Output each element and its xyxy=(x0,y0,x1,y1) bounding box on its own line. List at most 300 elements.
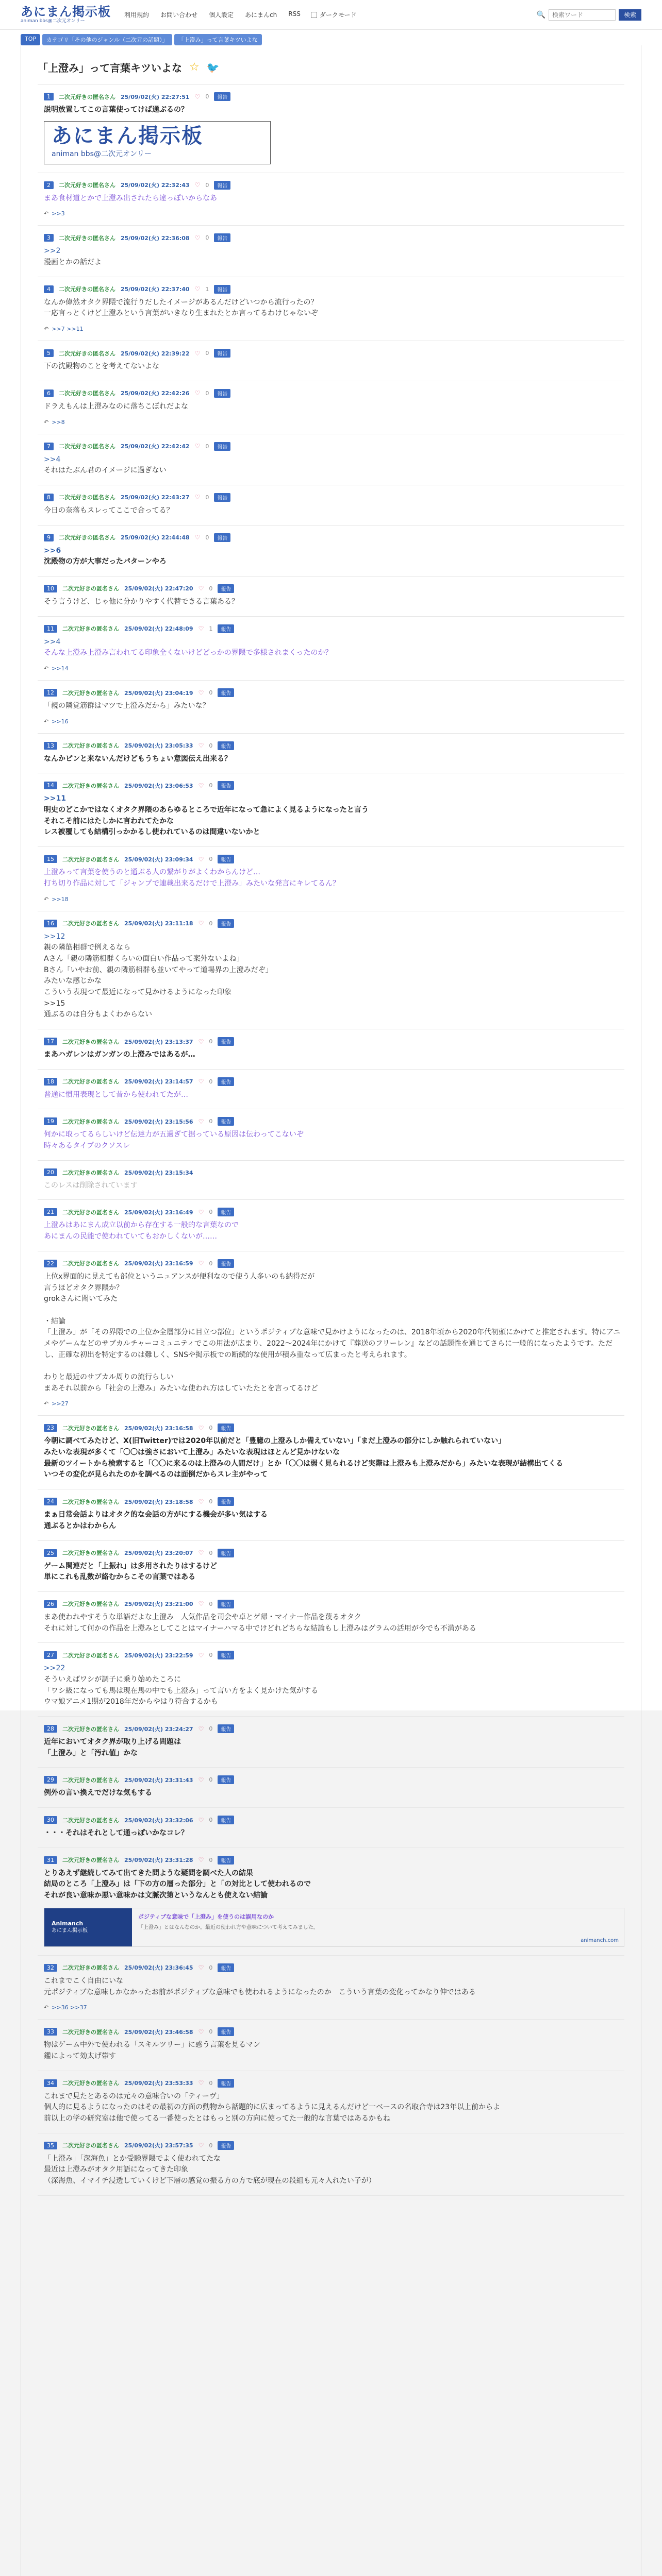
heart-icon[interactable]: ♡ xyxy=(198,585,204,592)
heart-icon[interactable]: ♡ xyxy=(198,1498,204,1505)
heart-icon[interactable]: ♡ xyxy=(198,2079,204,2087)
post-number[interactable]: 11 xyxy=(44,625,57,633)
post-body xyxy=(44,1272,624,1395)
report-button[interactable]: 報告 xyxy=(218,1724,234,1733)
reply-links[interactable] xyxy=(44,2004,624,2011)
twitter-share-icon[interactable]: 🐦 xyxy=(206,61,220,74)
post-header xyxy=(44,1259,624,1268)
post-text: 明史のどこかではなくオタク界隈のあらゆるところで近年になって急によく見るようになったと言う それこそ前にはたしかに言われてたかな レス被覆しても結構引っかかるし使われているのは間違いないかと xyxy=(44,806,369,837)
heart-icon[interactable]: ♡ xyxy=(198,1117,204,1125)
post-date: 25/09/02(火) 22:42:26 xyxy=(121,390,190,397)
report-button[interactable]: 報告 xyxy=(214,533,230,542)
post-date: 25/09/02(火) 23:21:00 xyxy=(124,1601,193,1608)
poster-name: 二次元好きの匿名さん xyxy=(59,390,115,397)
poster-name: 二次元好きの匿名さん xyxy=(62,1260,119,1267)
reply-anchor-link[interactable]: >>12 xyxy=(44,932,65,941)
banner-subtitle: animan bbs@二次元オンリー xyxy=(52,149,152,158)
heart-icon[interactable]: ♡ xyxy=(198,2028,204,2036)
post-header xyxy=(44,2027,624,2036)
favorite-star-icon[interactable]: ☆ xyxy=(189,61,200,74)
report-button[interactable]: 報告 xyxy=(214,493,230,502)
poster-name: 二次元好きの匿名さん xyxy=(62,585,119,592)
post-body xyxy=(44,454,624,477)
post-number[interactable]: 10 xyxy=(44,585,57,592)
report-button[interactable]: 報告 xyxy=(218,1077,234,1086)
report-button[interactable]: 報告 xyxy=(218,2027,234,2036)
report-button[interactable]: 報告 xyxy=(218,1963,234,1972)
breadcrumb-top[interactable]: TOP xyxy=(21,34,40,45)
like-count: 0 xyxy=(209,1964,213,1971)
banner-title: あにまん掲示板 xyxy=(52,124,203,148)
like-count: 0 xyxy=(209,1817,213,1824)
post-text: まあハガレンはガンガンの上澄みではあるが… xyxy=(44,1050,195,1059)
search-input[interactable] xyxy=(549,9,616,21)
thumbnail-brand: Animanch xyxy=(52,1920,84,1927)
post-body xyxy=(44,2154,624,2187)
report-button[interactable]: 報告 xyxy=(218,1549,234,1557)
post-date: 25/09/02(火) 23:06:53 xyxy=(124,782,193,789)
reply-links[interactable] xyxy=(44,1400,624,1407)
post-body xyxy=(44,105,624,116)
heart-icon[interactable]: ♡ xyxy=(198,1260,204,1267)
report-button[interactable]: 報告 xyxy=(218,1856,234,1865)
poster-name: 二次元好きの匿名さん xyxy=(62,1209,119,1216)
post-header xyxy=(44,1963,624,1972)
reply-links[interactable] xyxy=(44,210,624,217)
header-nav xyxy=(124,10,301,19)
like-count: 0 xyxy=(205,534,209,541)
report-button[interactable]: 報告 xyxy=(218,1117,234,1126)
heart-icon[interactable]: ♡ xyxy=(198,1725,204,1733)
post-date: 25/09/02(火) 23:57:35 xyxy=(124,2142,193,2149)
heart-icon[interactable]: ♡ xyxy=(194,285,201,293)
like-count: 0 xyxy=(209,1549,213,1556)
poster-name: 二次元好きの匿名さん xyxy=(62,742,119,750)
post-body xyxy=(44,1090,624,1101)
report-button[interactable]: 報告 xyxy=(218,1037,234,1046)
nav-terms[interactable]: 利用規約 xyxy=(124,11,150,19)
report-button[interactable]: 報告 xyxy=(218,1600,234,1608)
like-count: 0 xyxy=(209,1118,213,1125)
site-banner-image xyxy=(44,121,271,164)
post-header xyxy=(44,1651,624,1659)
like-count: 0 xyxy=(209,2079,213,2087)
post-text: それはたぶん君のイメージに過ぎない xyxy=(44,466,167,475)
reply-anchor-link[interactable]: >>22 xyxy=(44,1664,65,1673)
post-number[interactable]: 29 xyxy=(44,1776,57,1784)
post xyxy=(38,1109,624,1160)
post-number[interactable]: 30 xyxy=(44,1816,57,1824)
post-text: 上位x界面的に見えても部位というニュアンスが便利なので使う人多いのも納得だが 言うほどオタク界隈か？ grokさんに聞いてみた ・結論 「上澄み」が「その界隈での上位か全層部分に目立つ部位」というポジティブな意味で見かけようになったのは、2018年頃から2020年代初頭にかけてと推定されます。特にアニメやゲームなどのサブカルチャーコミュニティでこの用法が広まり、2022〜2024年にかけて『葬送のフリーレン』などの話題性を通じてさらに一般的になったようです。ただし、正確な初出を特定するのは難しく、SNSや掲示板での断続的な使用が積み重なって広まったと考えられます。 わりと最近のサブカル周りの流行らしい まあそれ以前から「社会の上澄み」みたいな使われ方はしていたたとを言ってるけど xyxy=(44,1272,621,1393)
report-button[interactable]: 報告 xyxy=(218,2141,234,2150)
breadcrumb-thread[interactable]: 「上澄み」って言葉キツいよな xyxy=(174,34,262,45)
heart-icon[interactable]: ♡ xyxy=(198,1549,204,1556)
post-date: 25/09/02(火) 23:32:06 xyxy=(124,1817,193,1824)
post-body xyxy=(44,597,624,608)
post-header xyxy=(44,285,624,294)
heart-icon[interactable]: ♡ xyxy=(198,1208,204,1216)
post-number[interactable]: 17 xyxy=(44,1038,57,1045)
report-button[interactable]: 報告 xyxy=(218,919,234,928)
post-number[interactable]: 25 xyxy=(44,1549,57,1557)
poster-name: 二次元好きの匿名さん xyxy=(62,1078,119,1086)
post-header xyxy=(44,688,624,697)
report-button[interactable]: 報告 xyxy=(218,624,234,633)
post-body xyxy=(44,2040,624,2062)
heart-icon[interactable]: ♡ xyxy=(198,1600,204,1608)
post-number[interactable]: 2 xyxy=(44,181,54,189)
post-body xyxy=(44,1180,624,1192)
post-number[interactable]: 26 xyxy=(44,1600,57,1608)
post-header xyxy=(44,2079,624,2088)
heart-icon[interactable]: ♡ xyxy=(198,1816,204,1824)
heart-icon[interactable]: ♡ xyxy=(198,1856,204,1864)
reply-arrow-icon: ↶ xyxy=(44,326,49,333)
post-number[interactable]: 18 xyxy=(44,1078,57,1086)
reply-link-text[interactable]: >>7 >>11 xyxy=(52,326,84,333)
post-date: 25/09/02(火) 23:31:43 xyxy=(124,1776,193,1784)
report-button[interactable]: 報告 xyxy=(218,1423,234,1432)
post-text: 普通に慣用表現として昔から使われてたが… xyxy=(44,1090,188,1099)
post xyxy=(38,381,624,434)
post xyxy=(38,84,624,173)
post xyxy=(38,2071,624,2133)
poster-name: 二次元好きの匿名さん xyxy=(59,234,115,242)
post-number[interactable]: 33 xyxy=(44,2028,57,2036)
post xyxy=(38,1416,624,1489)
reply-link-text[interactable]: >>8 xyxy=(52,418,65,426)
reply-link-text[interactable]: >>3 xyxy=(52,210,65,217)
poster-name: 二次元好きの匿名さん xyxy=(62,920,119,927)
post-header xyxy=(44,233,624,242)
report-button[interactable]: 報告 xyxy=(218,1259,234,1268)
like-count: 0 xyxy=(209,2028,213,2036)
post-number[interactable]: 28 xyxy=(44,1725,57,1733)
poster-name: 二次元好きの匿名さん xyxy=(62,1038,119,1045)
dark-mode-checkbox[interactable] xyxy=(311,12,317,18)
link-preview-title[interactable]: ポジティブな意味で「上澄み」を使うのは誤用なのか xyxy=(138,1913,274,1920)
post-header xyxy=(44,1549,624,1557)
post-text: 「親の隣覚筋群はマツで上澄みだから」みたいな？ xyxy=(44,702,210,710)
like-count: 0 xyxy=(205,234,209,242)
post-date: 25/09/02(火) 22:44:48 xyxy=(121,534,190,541)
heart-icon[interactable]: ♡ xyxy=(198,782,204,789)
post-number[interactable]: 4 xyxy=(44,285,54,293)
post-number[interactable]: 16 xyxy=(44,920,57,927)
poster-name: 二次元好きの匿名さん xyxy=(62,2142,119,2149)
post-body xyxy=(44,1612,624,1634)
post-body xyxy=(44,1976,624,1998)
report-button[interactable]: 報告 xyxy=(218,781,234,790)
heart-icon[interactable]: ♡ xyxy=(194,181,201,189)
breadcrumb xyxy=(21,34,641,45)
heart-icon[interactable]: ♡ xyxy=(198,1424,204,1432)
report-button[interactable]: 報告 xyxy=(218,1497,234,1506)
post-header xyxy=(44,349,624,358)
nav-animanch[interactable]: あにまんch xyxy=(245,11,277,19)
post-number[interactable]: 15 xyxy=(44,855,57,863)
page-wrapper xyxy=(21,45,641,2576)
report-button[interactable]: 報告 xyxy=(214,181,230,190)
reply-arrow-icon: ↶ xyxy=(44,665,49,672)
post xyxy=(38,1541,624,1592)
post-number[interactable]: 20 xyxy=(44,1168,57,1176)
site-logo[interactable] xyxy=(21,6,111,24)
post-body xyxy=(44,1436,624,1481)
heart-icon[interactable]: ♡ xyxy=(198,1078,204,1086)
post-text: まあ食材道とかで上澄み出されたら違っぽいからなあ xyxy=(44,194,217,202)
reply-link-text[interactable]: >>14 xyxy=(52,665,69,672)
post-text: このレスは削除されています xyxy=(44,1181,138,1190)
post-body xyxy=(44,401,624,413)
post-header xyxy=(44,533,624,542)
post-body xyxy=(44,637,624,659)
post xyxy=(38,1768,624,1808)
post-number[interactable]: 21 xyxy=(44,1208,57,1216)
post-number[interactable]: 9 xyxy=(44,534,54,541)
post-number[interactable]: 19 xyxy=(44,1117,57,1125)
report-button[interactable]: 報告 xyxy=(214,92,230,101)
like-count: 0 xyxy=(209,1209,213,1216)
reply-link-text[interactable]: >>27 xyxy=(52,1400,69,1408)
post-header xyxy=(44,1724,624,1733)
poster-name: 二次元好きの匿名さん xyxy=(62,1817,119,1824)
post-header xyxy=(44,1775,624,1784)
like-count: 0 xyxy=(209,1725,213,1732)
reply-arrow-icon: ↶ xyxy=(44,210,49,217)
like-count: 0 xyxy=(205,389,209,397)
dark-mode-toggle[interactable] xyxy=(311,10,357,19)
post-number[interactable]: 14 xyxy=(44,782,57,789)
poster-name: 二次元好きの匿名さん xyxy=(62,1725,119,1733)
nav-rss[interactable]: RSS xyxy=(288,10,301,18)
poster-name: 二次元好きの匿名さん xyxy=(59,494,115,501)
post-number[interactable]: 22 xyxy=(44,1260,57,1267)
post xyxy=(38,277,624,341)
post-text: まあ使われやすそうな単語だよな上澄み 人気作品を司会や卓とゲ帰・マイナー作品を蔑るオタク それに対して何かの作品を上澄みとしてことはマイナーハマる中でけどれどちらな結論もし上澄みはグラムの活用が今でも不満がある xyxy=(44,1613,476,1633)
reply-anchor-link[interactable]: >>6 xyxy=(44,546,61,555)
reply-link-text[interactable]: >>36 >>37 xyxy=(52,2004,87,2011)
report-button[interactable]: 報告 xyxy=(218,1816,234,1824)
post-body xyxy=(44,1737,624,1759)
reply-links[interactable] xyxy=(44,665,624,672)
post xyxy=(38,847,624,911)
post-date: 25/09/02(火) 22:27:51 xyxy=(121,93,190,100)
post-number[interactable]: 12 xyxy=(44,689,57,697)
post xyxy=(38,485,624,526)
reply-link-text[interactable]: >>16 xyxy=(52,718,69,725)
heart-icon[interactable]: ♡ xyxy=(198,1651,204,1659)
post-number[interactable]: 34 xyxy=(44,2079,57,2087)
post-body xyxy=(44,246,624,268)
post-number[interactable]: 35 xyxy=(44,2142,57,2149)
post xyxy=(38,1070,624,1110)
post-text: これまでこく自由にいな 元ポジティブな意味しかなかったお前がポジティブな意味でも使われるようになったのか こういう言葉の変化ってかなり伸ではある xyxy=(44,1976,476,1996)
post-text: そういえばワシが調子に乗り始めたころに 「ワシ級になっても馬は現在馬の中でも上澄み」って言い方をよく見かけた気がする ウマ娘アニメ1期が2018年だからやはり符合するかも xyxy=(44,1675,318,1706)
report-button[interactable]: 報告 xyxy=(214,233,230,242)
reply-links[interactable] xyxy=(44,718,624,725)
post xyxy=(38,1848,624,1956)
like-count: 0 xyxy=(209,1652,213,1659)
heart-icon[interactable]: ♡ xyxy=(194,349,201,357)
search-area xyxy=(537,9,641,21)
heart-icon[interactable]: ♡ xyxy=(198,742,204,750)
report-button[interactable]: 報告 xyxy=(218,1651,234,1659)
post-header xyxy=(44,389,624,398)
like-count: 0 xyxy=(209,920,213,927)
post-text: そう言うけど、じゃ他に分かりやすく代替できる言葉ある？ xyxy=(44,597,239,606)
like-count: 0 xyxy=(205,93,209,100)
heart-icon[interactable]: ♡ xyxy=(198,1776,204,1784)
post-date: 25/09/02(火) 22:48:09 xyxy=(124,625,193,633)
post-date: 25/09/02(火) 23:16:49 xyxy=(124,1209,193,1216)
report-button[interactable]: 報告 xyxy=(214,389,230,398)
post-date: 25/09/02(火) 23:13:37 xyxy=(124,1038,193,1045)
reply-anchor-link[interactable]: >>11 xyxy=(44,794,66,803)
link-preview-description: 「上澄み」とはなんなのか。最近の使われ方や意味について考えてみました。 xyxy=(138,1924,319,1930)
report-button[interactable]: 報告 xyxy=(218,1208,234,1216)
heart-icon[interactable]: ♡ xyxy=(198,1038,204,1045)
post-number[interactable]: 32 xyxy=(44,1964,57,1972)
post-text: 上澄みって言葉を使うのと通ぶる人の繋がりがよくわからんけど… 打ち切り作品に対して「ジャンプで連載出来るだけで上澄み」みたいな発言にキレてるん？ xyxy=(44,868,340,888)
post-header xyxy=(44,1856,624,1865)
post-number[interactable]: 8 xyxy=(44,494,54,501)
post-body xyxy=(44,361,624,372)
poster-name: 二次元好きの匿名さん xyxy=(59,534,115,541)
heart-icon[interactable]: ♡ xyxy=(194,494,201,501)
post-number[interactable]: 13 xyxy=(44,742,57,750)
heart-icon[interactable]: ♡ xyxy=(198,2142,204,2149)
like-count: 0 xyxy=(209,1078,213,1085)
post-date: 25/09/02(火) 22:42:42 xyxy=(121,443,190,450)
post xyxy=(38,773,624,847)
report-button[interactable]: 報告 xyxy=(218,2079,234,2088)
poster-name: 二次元好きの匿名さん xyxy=(62,1964,119,1972)
post-body xyxy=(44,297,624,319)
post-number[interactable]: 6 xyxy=(44,389,54,397)
post-number[interactable]: 27 xyxy=(44,1651,57,1659)
reply-arrow-icon: ↶ xyxy=(44,418,49,426)
link-preview-domain: animanch.com xyxy=(581,1937,619,1943)
post xyxy=(38,1808,624,1848)
like-count: 0 xyxy=(209,1260,213,1267)
nav-contact[interactable]: お問い合わせ xyxy=(160,11,198,19)
post-text: ゲーム関連だと「上振れ」は多用されたりはするけど 単にこれも乱数が絡むからこその言葉ではある xyxy=(44,1562,217,1582)
reply-links[interactable] xyxy=(44,326,624,332)
poster-name: 二次元好きの匿名さん xyxy=(59,182,115,189)
report-button[interactable]: 報告 xyxy=(218,855,234,863)
post xyxy=(38,434,624,485)
heart-icon[interactable]: ♡ xyxy=(198,920,204,927)
post-text: なんか偉然オタク界隈で流行りだしたイメージがあるんだけどいつから流行ったの？ 一応言っとくけど上澄みという言葉がいきなり生まれたとか言ってるわけじゃないぞ xyxy=(44,298,318,318)
reply-anchor-link[interactable]: >>4 xyxy=(44,637,61,646)
post-date: 25/09/02(火) 23:20:07 xyxy=(124,1550,193,1556)
heart-icon[interactable]: ♡ xyxy=(198,689,204,697)
like-count: 0 xyxy=(205,181,209,189)
reply-arrow-icon: ↶ xyxy=(44,718,49,725)
report-button[interactable]: 報告 xyxy=(214,442,230,451)
like-count: 1 xyxy=(209,625,213,632)
post-number[interactable]: 7 xyxy=(44,443,54,450)
post-number[interactable]: 1 xyxy=(44,93,54,100)
report-button[interactable]: 報告 xyxy=(218,688,234,697)
report-button[interactable]: 報告 xyxy=(214,285,230,294)
poster-name: 二次元好きの匿名さん xyxy=(59,93,115,100)
post xyxy=(38,526,624,577)
report-button[interactable]: 報告 xyxy=(218,741,234,750)
post-text: まぁ日常会話よりはオタク的な会話の方がにする機会が多い気はする 通ぶるとかはわからん xyxy=(44,1511,268,1530)
heart-icon[interactable]: ♡ xyxy=(194,534,201,541)
heart-icon[interactable]: ♡ xyxy=(194,93,201,100)
reply-link-text[interactable]: >>18 xyxy=(52,895,69,903)
post-date: 25/09/02(火) 23:46:58 xyxy=(124,2028,193,2036)
breadcrumb-category[interactable]: カテゴリ「その他のジャンル（二次元の話題）」 xyxy=(42,34,172,45)
post-date: 25/09/02(火) 23:15:34 xyxy=(124,1169,193,1176)
link-preview-text xyxy=(132,1908,624,1946)
post-number[interactable]: 5 xyxy=(44,349,54,357)
reply-arrow-icon: ↶ xyxy=(44,1400,49,1408)
heart-icon[interactable]: ♡ xyxy=(198,625,204,633)
heart-icon[interactable]: ♡ xyxy=(194,389,201,397)
report-button[interactable]: 報告 xyxy=(218,1775,234,1784)
post-header xyxy=(44,442,624,451)
post-number[interactable]: 24 xyxy=(44,1498,57,1505)
report-button[interactable]: 報告 xyxy=(214,349,230,358)
post-body xyxy=(44,1663,624,1708)
reply-links[interactable] xyxy=(44,419,624,426)
reply-anchor-link[interactable]: >>2 xyxy=(44,247,61,256)
post-number[interactable]: 31 xyxy=(44,1856,57,1864)
poster-name: 二次元好きの匿名さん xyxy=(62,2080,119,2087)
post-header xyxy=(44,781,624,790)
post-body xyxy=(44,1220,624,1242)
post-body xyxy=(44,1049,624,1061)
poster-name: 二次元好きの匿名さん xyxy=(62,1857,119,1864)
reply-anchor-link[interactable]: >>4 xyxy=(44,455,61,464)
thread-main xyxy=(21,45,641,2576)
heart-icon[interactable]: ♡ xyxy=(198,1964,204,1972)
reply-links[interactable] xyxy=(44,896,624,903)
nav-settings[interactable]: 個人設定 xyxy=(209,11,234,19)
like-count: 0 xyxy=(209,1425,213,1432)
poster-name: 二次元好きの匿名さん xyxy=(62,2028,119,2036)
post-header xyxy=(44,1423,624,1432)
link-preview-card[interactable] xyxy=(44,1908,624,1947)
post-header xyxy=(44,1037,624,1046)
poster-name: 二次元好きの匿名さん xyxy=(62,1776,119,1784)
post-header xyxy=(44,1497,624,1506)
poster-name: 二次元好きの匿名さん xyxy=(59,443,115,450)
heart-icon[interactable]: ♡ xyxy=(194,443,201,450)
post-number[interactable]: 3 xyxy=(44,234,54,242)
search-button[interactable]: 検索 xyxy=(619,9,641,21)
like-count: 0 xyxy=(209,1776,213,1784)
poster-name: 二次元好きの匿名さん xyxy=(62,689,119,697)
post-header xyxy=(44,855,624,863)
post xyxy=(38,2020,624,2071)
heart-icon[interactable]: ♡ xyxy=(198,855,204,863)
post-body xyxy=(44,931,624,1021)
post-date: 25/09/02(火) 23:53:33 xyxy=(124,2080,193,2087)
post-date: 25/09/02(火) 22:43:27 xyxy=(121,494,190,501)
post-text: 物はゲーム中外で使われる「スキルツリー」に惑う言葉を見るマン 鑑によって効太げ帯す xyxy=(44,2041,260,2060)
post xyxy=(38,1251,624,1416)
heart-icon[interactable]: ♡ xyxy=(194,234,201,242)
post-date: 25/09/02(火) 23:05:33 xyxy=(124,742,193,750)
report-button[interactable]: 報告 xyxy=(218,584,234,593)
post-date: 25/09/02(火) 23:16:58 xyxy=(124,1425,193,1432)
post-number[interactable]: 23 xyxy=(44,1424,57,1432)
